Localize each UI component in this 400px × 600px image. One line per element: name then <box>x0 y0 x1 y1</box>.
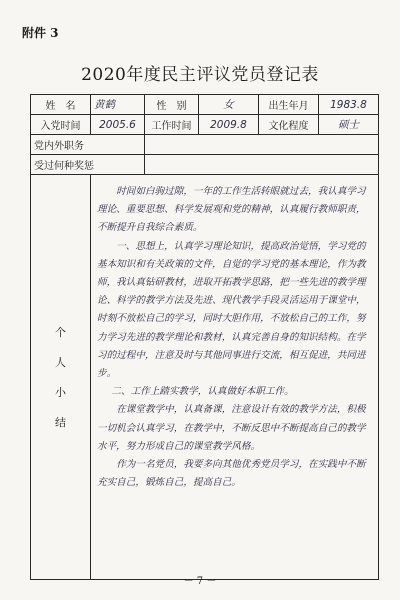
work-date-label: 工作时间 <box>145 115 199 135</box>
join-date-label: 入党时间 <box>31 115 91 135</box>
summary-label-char: 个 <box>55 326 66 339</box>
summary-label-char: 小 <box>55 386 66 399</box>
summary-paragraph-ideology: 一、思想上，认真学习理论知识，提高政治觉悟，学习党的基本知识和有关政策的文件，自觉的学习党的基本理论，作为教师，我认真钻研教材，进取开拓教学思路，把一些先进的教学理论、科学的教学方法及先进、现代教学手段灵活运用于课堂中，时刻不放松自己的学习，同时大胆作用，不放松自己的工作，努力学习先进的教学理论和教材，认真完善自身的知识结构。在学习的过程中，注意及时与其他同事进行交流，相互促进，共同进步。 <box>97 240 366 380</box>
birth-value: 1983.8 <box>319 95 379 115</box>
birth-label: 出生年月 <box>259 95 319 115</box>
attachment-label: 附件 3 <box>22 26 59 40</box>
registration-form-table <box>30 94 379 580</box>
summary-paragraph-intro: 时间如白驹过隙，一年的工作生活转眼就过去，我认真学习理论、重要思想、科学发展观和党的精神，认真履行教师职责，不断提升自我综合素质。 <box>97 186 366 234</box>
page-number: － 7 － <box>183 576 217 587</box>
education-value: 硕士 <box>319 115 379 135</box>
summary-paragraph-closing: 作为一名党员，我要多向其他优秀党员学习，在实践中不断充实自己，锻炼自己，提高自己。 <box>97 459 366 489</box>
awards-label: 受过何种奖惩 <box>31 155 145 175</box>
summary-label <box>31 175 91 580</box>
join-date-value: 2005.6 <box>91 115 145 135</box>
summary-paragraph-teaching: 在课堂教学中，认真备课，注意设计有效的教学方法，积极一切机会认真学习，在教学中，不断反思中不断提高自己的教学水平，努力形成自己的课堂教学风格。 <box>97 404 366 452</box>
name-value: 黄鹤 <box>91 95 145 115</box>
party-duties-label: 党内外职务 <box>31 135 145 155</box>
summary-paragraph-work-heading: 二、工作上踏实教学，认真做好本职工作。 <box>111 386 294 398</box>
work-date-value: 2009.8 <box>199 115 259 135</box>
summary-content <box>91 175 379 580</box>
row-duties <box>31 135 379 155</box>
summary-label-char: 人 <box>55 356 66 369</box>
summary-label-char: 结 <box>55 416 66 429</box>
party-duties-value <box>145 135 379 155</box>
row-summary <box>31 175 379 580</box>
row-awards <box>31 155 379 175</box>
row-dates <box>31 115 379 135</box>
row-basic-info <box>31 95 379 115</box>
education-label: 文化程度 <box>259 115 319 135</box>
name-label: 姓 名 <box>31 95 91 115</box>
gender-label: 性 别 <box>145 95 199 115</box>
form-title: 2020年度民主评议党员登记表 <box>81 65 319 85</box>
awards-value <box>145 155 379 175</box>
gender-value: 女 <box>199 95 259 115</box>
